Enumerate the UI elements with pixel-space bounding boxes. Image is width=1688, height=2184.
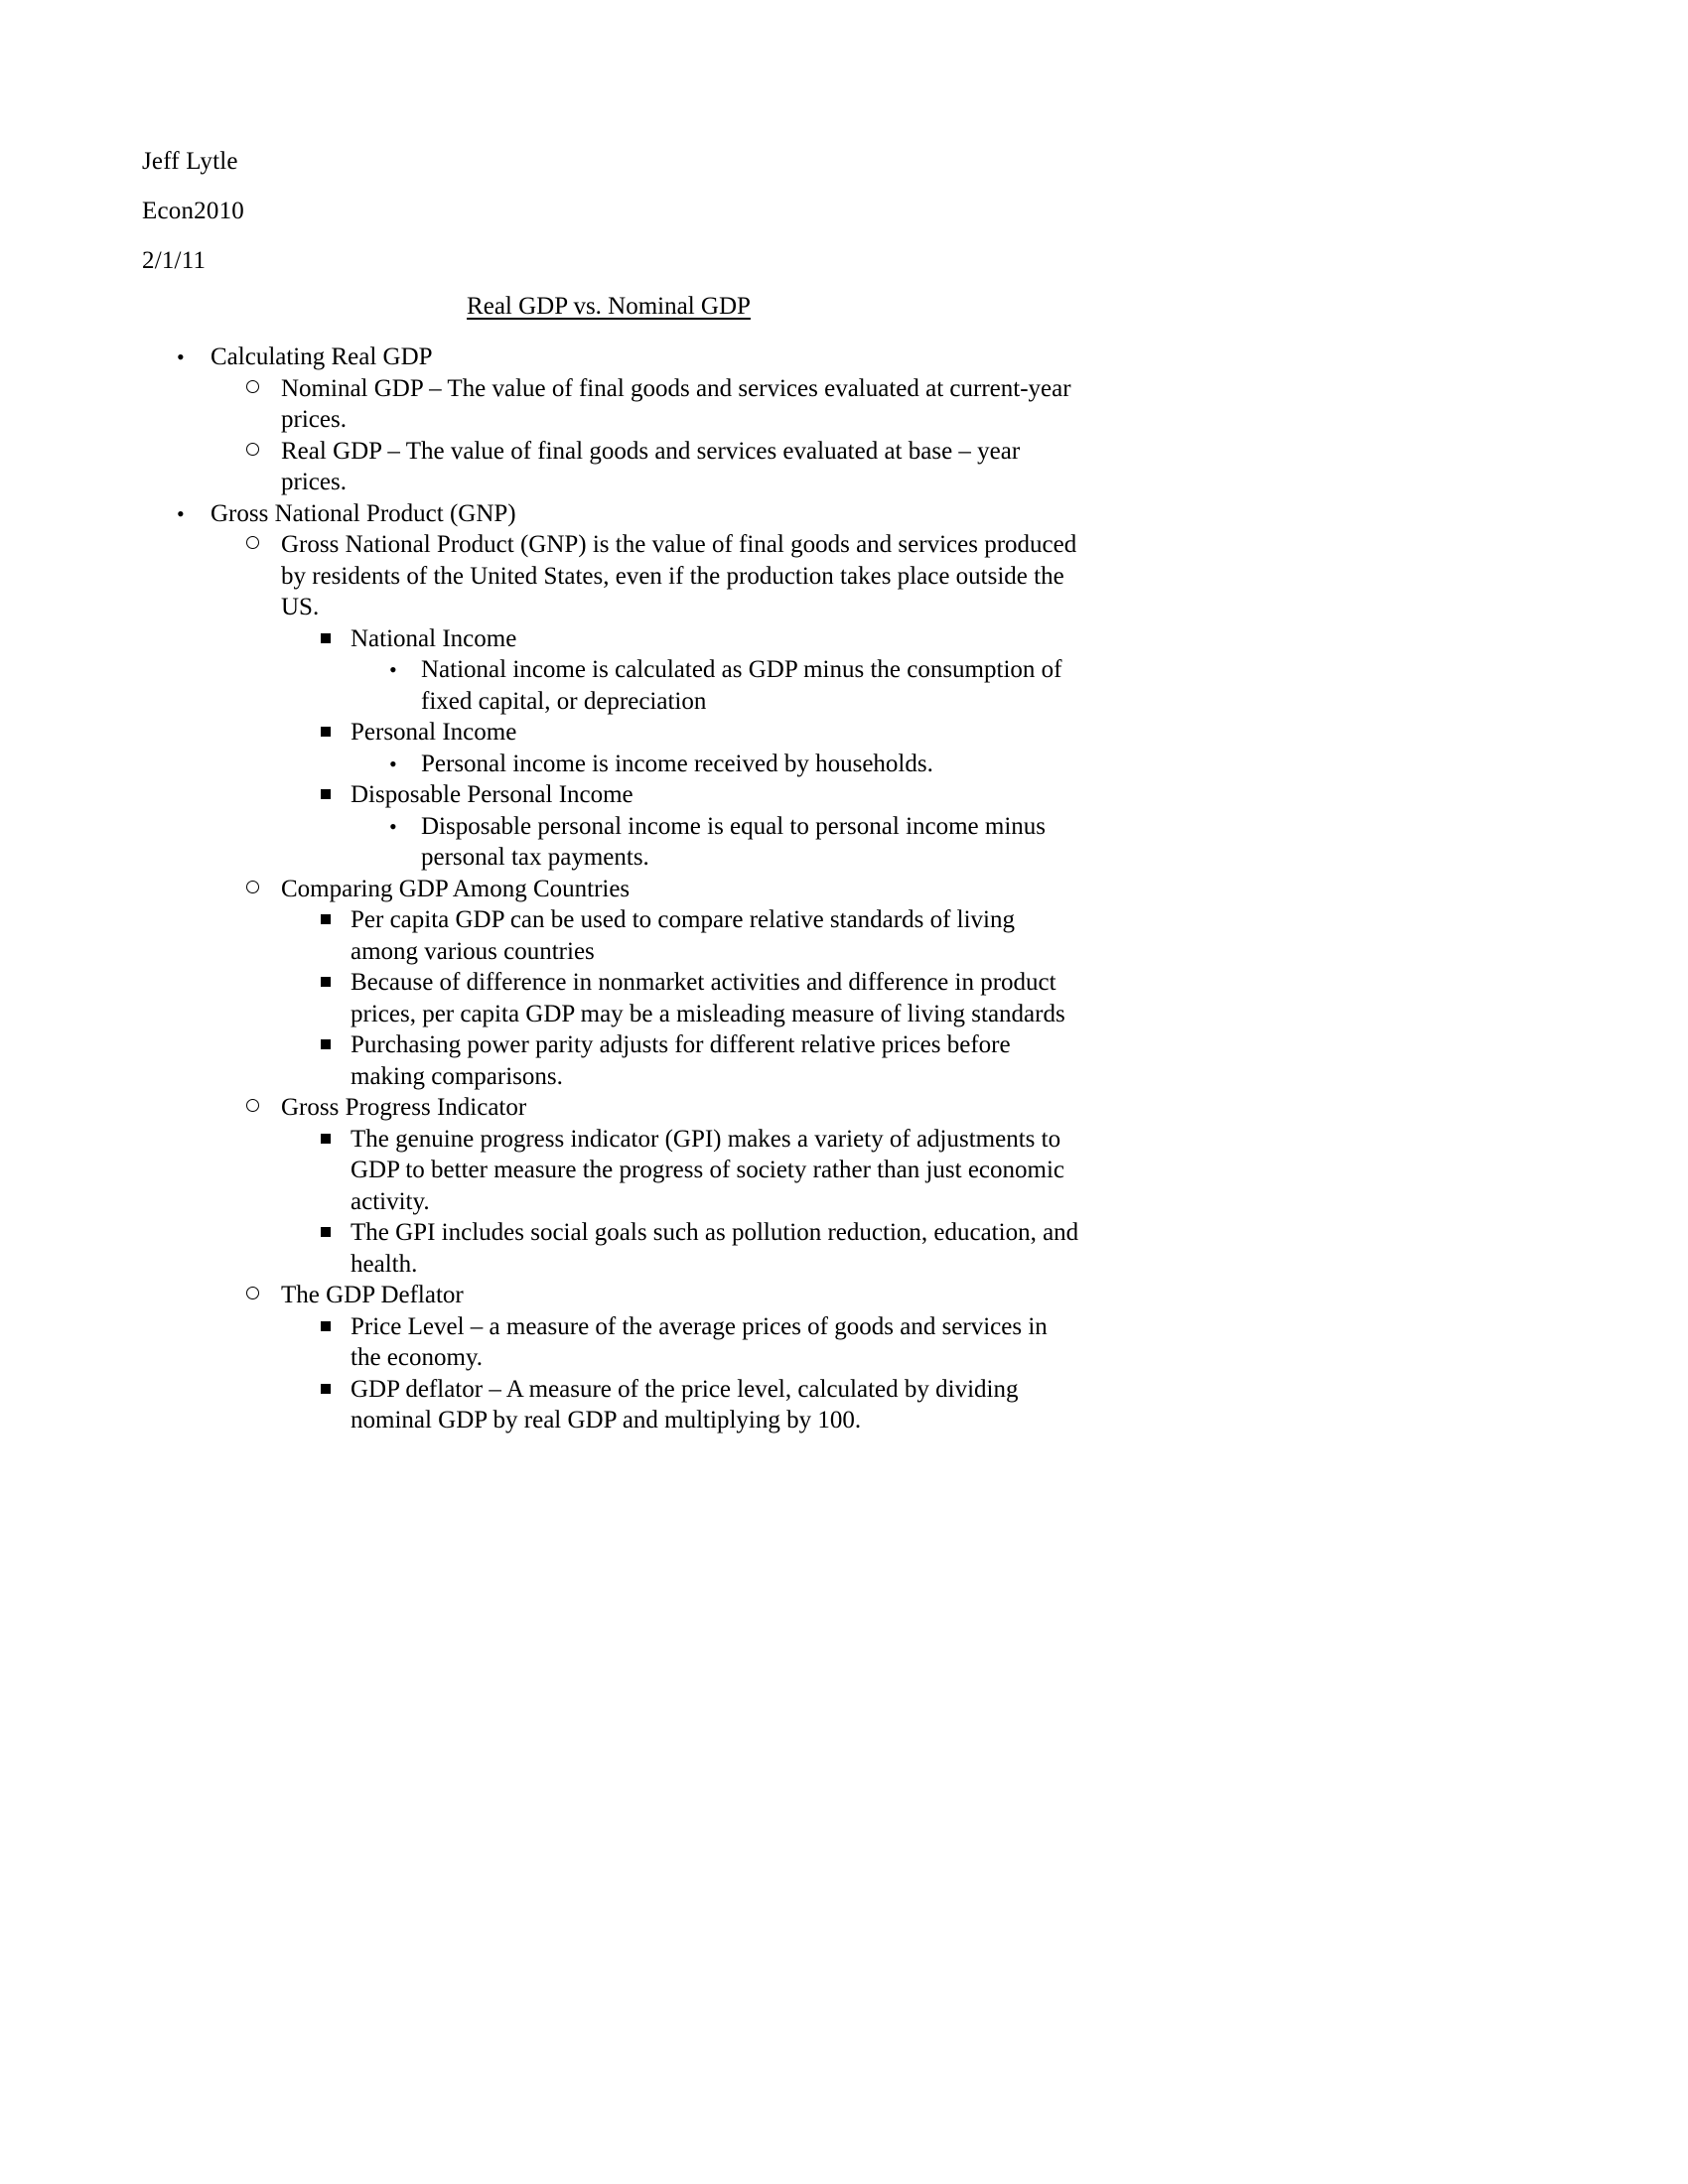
filled-square-bullet-icon [321,1374,331,1406]
outline-item-text: Price Level – a measure of the average prices of goods and services in the economy. [351,1312,1048,1371]
outline-item-level-3 [0,967,1216,1029]
outline-item-text: GDP deflator – A measure of the price level, calculated by dividing nominal GDP by real GDP and multiplying by 100. [351,1375,1019,1433]
outline-item-text: Gross Progress Indicator [281,1094,527,1121]
filled-square-bullet-icon [321,1217,331,1249]
filled-disc-bullet-icon [389,654,397,686]
outline-item-level-1 [0,341,1216,373]
author-name: Jeff Lytle [142,148,238,175]
outline-item-text: Personal income is income received by households. [421,750,933,777]
filled-square-bullet-icon [321,1124,331,1156]
outline-item-text: Disposable personal income is equal to personal income minus personal tax payments. [421,812,1047,871]
outline-item-text: Because of difference in nonmarket activities and difference in product prices, per capita GDP may be a misleading measure of living standards [351,969,1065,1027]
outline-item-level-2 [0,436,1216,498]
outline-item-level-4 [0,654,1216,717]
outline-item-level-2 [0,373,1216,436]
outline-item-text: Purchasing power parity adjusts for different relative prices before making comparisons. [351,1031,1011,1090]
hollow-circle-bullet-icon [246,874,259,905]
hollow-circle-bullet-icon [246,1280,259,1311]
outline-item-level-3 [0,1374,1216,1436]
filled-square-bullet-icon [321,623,331,655]
outline-item-level-2 [0,874,1216,905]
outline-item-level-3 [0,1311,1216,1374]
outline-item-level-2 [0,529,1216,623]
outline-item-level-3 [0,779,1216,811]
outline-item-text: Nominal GDP – The value of final goods and services evaluated at current-year prices. [281,374,1071,433]
outline-item-text: National income is calculated as GDP minus the consumption of fixed capital, or depreciation [421,656,1062,715]
outline-item-level-1 [0,498,1216,530]
outline-item-text: The GPI includes social goals such as pollution reduction, education, and health. [351,1219,1079,1278]
outline-item-level-3 [0,717,1216,749]
filled-disc-bullet-icon [177,498,185,530]
filled-square-bullet-icon [321,1029,331,1061]
outline-item-level-4 [0,811,1216,874]
outline-item-level-3 [0,1124,1216,1218]
filled-square-bullet-icon [321,1311,331,1343]
document-header [142,137,837,286]
filled-square-bullet-icon [321,717,331,749]
outline-item-text: The GDP Deflator [281,1282,464,1308]
outline-item-level-3 [0,623,1216,655]
outline-item-text: Per capita GDP can be used to compare relative standards of living among various countries [351,906,1015,965]
outline-item-text: National Income [351,624,517,652]
outline-item-level-4 [0,749,1216,780]
filled-square-bullet-icon [321,779,331,811]
outline-item-level-3 [0,904,1216,967]
outline-list [0,341,1216,1436]
outline-item-text: The genuine progress indicator (GPI) makes a variety of adjustments to GDP to better measure the progress of society rather than just economic activity. [351,1125,1064,1215]
outline-item-level-2 [0,1280,1216,1311]
outline-item-text: Disposable Personal Income [351,781,633,808]
filled-disc-bullet-icon [389,811,397,843]
outline-item-level-3 [0,1217,1216,1280]
hollow-circle-bullet-icon [246,436,259,468]
filled-disc-bullet-icon [389,749,397,780]
outline-item-level-2 [0,1092,1216,1124]
outline-item-level-3 [0,1029,1216,1092]
outline-item-text: Real GDP – The value of final goods and services evaluated at base – year prices. [281,437,1021,495]
outline-item-text: Comparing GDP Among Countries [281,875,631,902]
filled-square-bullet-icon [321,904,331,936]
hollow-circle-bullet-icon [246,373,259,405]
course-code: Econ2010 [142,198,244,224]
filled-square-bullet-icon [321,967,331,999]
page-title-text: Real GDP vs. Nominal GDP [467,293,751,320]
outline-item-text: Gross National Product (GNP) is the value of final goods and services produced by residents of the United States, even if the production takes place outside the US. [281,531,1077,620]
document-date: 2/1/11 [142,247,207,274]
outline-item-text: Gross National Product (GNP) [211,499,516,527]
hollow-circle-bullet-icon [246,1092,259,1124]
page-title [142,290,1075,324]
hollow-circle-bullet-icon [246,529,259,561]
outline-item-text: Calculating Real GDP [211,343,433,370]
outline-item-text: Personal Income [351,719,517,746]
filled-disc-bullet-icon [177,341,185,373]
